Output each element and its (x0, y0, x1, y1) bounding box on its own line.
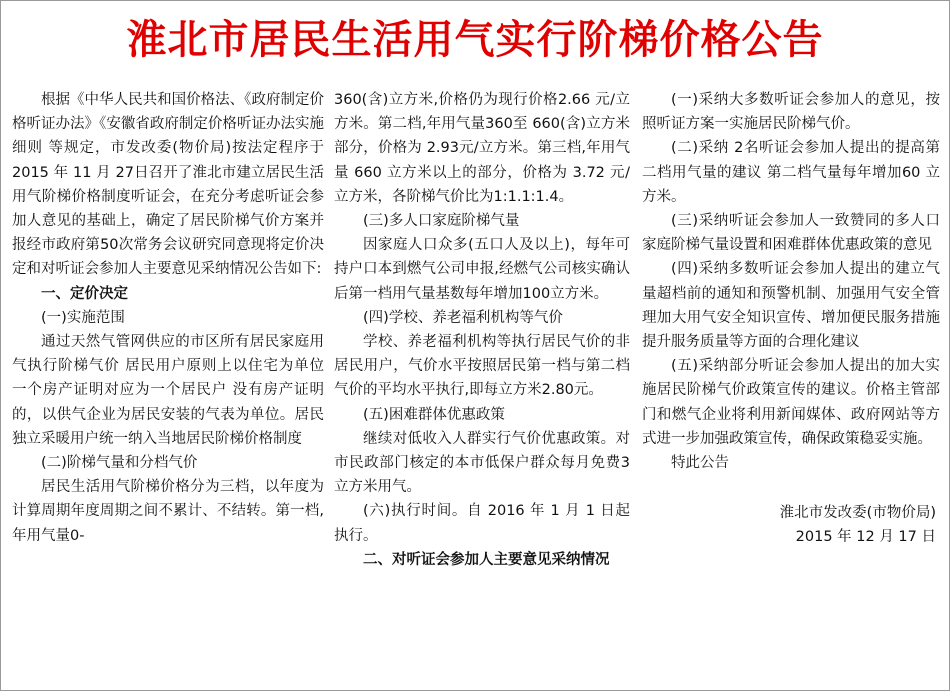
subsection-4-heading: (四)学校、养老福利机构等气价 (363, 309, 563, 326)
subsection-3-text: 因家庭人口众多(五口人及以上)，每年可持户口本到燃气公司申报,经燃气公司核实确认后第一档用气量基数每年增加100立方米。 (334, 237, 630, 302)
subsection-3-heading: (三)多人口家庭阶梯气量 (363, 213, 520, 230)
issue-date: 2015 年 12 月 17 日 (795, 529, 936, 546)
subsection-2-continued: 360(含)立方米,价格仍为现行价格2.66 元/立方米。第二档,年用气量360至 660(含)立方米部分，价格为 2.93元/立方米。第三档,年用气量 660 立方米以上的部分，价格为 3.72 元/立方米，各阶梯气价比为1:1.1:1.4。 (334, 92, 630, 205)
subsection-6-text: (六)执行时间。自 2016 年 1 月 1 日起执行。 (334, 503, 630, 544)
closing-text: 特此公告 (671, 455, 729, 472)
opinion-item-2: (二)采纳 2名听证会参加人提出的提高第二档用气量的建议 第二档气量每年增加60 立方米。 (642, 140, 940, 205)
column-1 (12, 88, 324, 548)
column-2 (334, 88, 630, 572)
subsection-2-heading: (二)阶梯气量和分档气价 (41, 455, 198, 472)
subsection-2-text: 居民生活用气阶梯价格分为三档，以年度为计算周期年度周期之间不累计、不结转。第一档,年用气量0- (12, 479, 324, 544)
opinion-item-1: (一)采纳大多数听证会参加人的意见，按照听证方案一实施居民阶梯气价。 (642, 92, 940, 133)
section-1-heading: 一、定价决定 (41, 285, 128, 302)
section-2-heading: 二、对听证会参加人主要意见采纳情况 (363, 551, 610, 568)
issuer-signature: 淮北市发改委(市物价局) (779, 505, 936, 522)
opinion-item-5: (五)采纳部分听证会参加人提出的加大实施居民阶梯气价政策宣传的建议。价格主管部门和燃气企业将利用新闻媒体、政府网站等方式进一步加强政策宣传，确保政策稳妥实施。 (642, 358, 940, 447)
subsection-4-text: 学校、养老福利机构等执行居民气价的非居民用户，气价水平按照居民第一档与第二档气价的平均水平执行,即每立方米2.80元。 (334, 334, 630, 399)
notice-title: 淮北市居民生活用气实行阶梯价格公告 (126, 17, 824, 63)
opinion-item-3: (三)采纳听证会参加人一致赞同的多人口家庭阶梯气量设置和困难群体优惠政策的意见 (642, 213, 940, 254)
subsection-5-heading: (五)困难群体优惠政策 (363, 406, 505, 423)
subsection-1-heading: (一)实施范围 (41, 309, 125, 326)
subsection-5-text: 继续对低收入人群实行气价优惠政策。对市民政部门核定的本市低保户群众每月免费3立方米用气。 (334, 430, 630, 496)
opinion-item-4: (四)采纳多数听证会参加人提出的建立气量超档前的通知和预警机制、加强用气安全管理加大用气安全知识宣传、增加便民服务措施提升服务质量等方面的合理化建议 (642, 261, 940, 351)
intro-paragraph: 根据《中华人民共和国价格法、《政府制定价格听证办法》《安徽省政府制定价格听证办法实施细则 等规定，市发改委(物价局)按法定程序于2015 年 11 月 27日召开了淮北市建立居民生活用气阶梯价格制度听证会，在充分考虑听证会参加人意见的基础上，确定了居民阶梯气价方案并报经市政府第50次常务会议研究同意现将定价决定和对听证会参加人主要意见采纳情况公告如下: (12, 92, 324, 278)
column-3 (642, 88, 940, 550)
subsection-1-text: 通过天然气管网供应的市区所有居民家庭用气执行阶梯气价 居民用户原则上以住宅为单位 一个房产证明对应为一个居民户 没有房产证明的，以供气企业为居民安装的气表为单位。居民独立采暖用户统一纳入当地居民阶梯价格制度 (12, 334, 324, 447)
